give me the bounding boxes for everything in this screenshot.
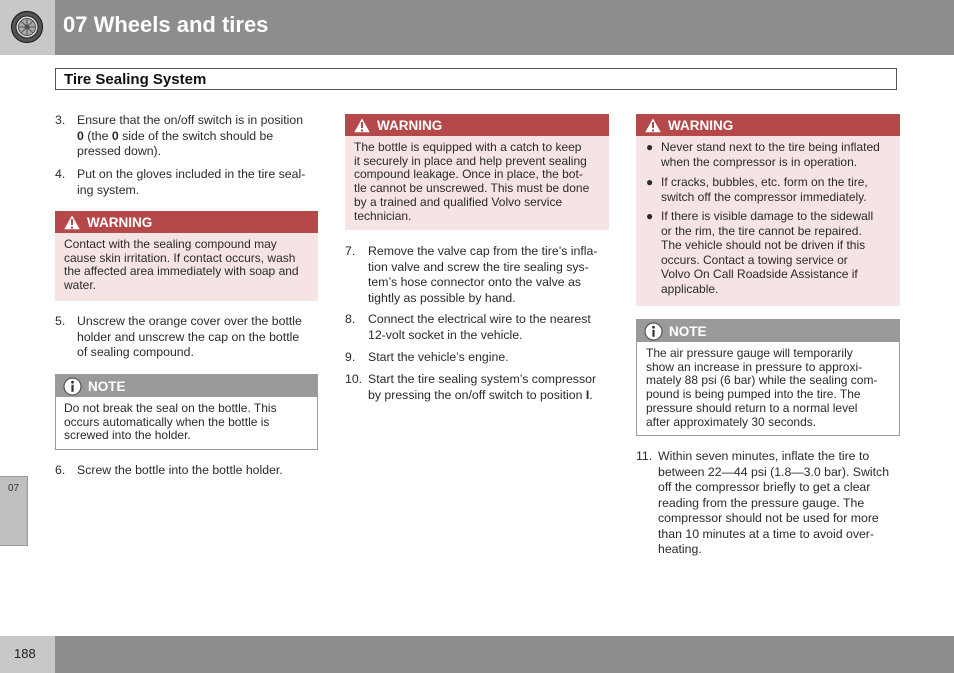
step-number: 10.	[345, 372, 363, 386]
bullet-dot-icon: ●	[646, 175, 654, 189]
step-number: 5.	[55, 314, 66, 328]
info-icon	[644, 322, 663, 341]
step-number: 6.	[55, 463, 66, 477]
warning-box-bottle-catch	[345, 114, 609, 230]
note-box-bottle-seal	[55, 374, 318, 450]
step-4	[55, 167, 320, 199]
warning-box-skin-irritation	[55, 211, 318, 301]
note-label: NOTE	[669, 324, 707, 339]
step-number: 3.	[55, 113, 66, 127]
chapter-side-tab[interactable]	[0, 476, 28, 546]
note-label: NOTE	[88, 379, 126, 394]
tire-icon	[10, 10, 44, 44]
step-text-line: Unscrew the orange cover over the bottle	[77, 314, 302, 328]
step-number: 8.	[345, 312, 356, 326]
note-header	[637, 320, 899, 342]
page-number: 188	[14, 646, 36, 661]
step-text-line: Connect the electrical wire to the nearest	[368, 312, 591, 326]
step-text-line: Start the tire sealing system’s compressor	[368, 372, 597, 386]
step-text-line: 0 (the 0 side of the switch should be	[77, 128, 274, 143]
step-text-line: ing system.	[77, 182, 140, 197]
section-heading-box	[55, 68, 897, 90]
step-text-line: of sealing compound.	[77, 345, 194, 359]
warning-box-compressor	[636, 114, 900, 306]
step-text-line: Put on the gloves included in the tire seal-	[77, 167, 306, 181]
step-number: 9.	[345, 350, 356, 364]
step-text-line: between 22—44 psi (1.8—3.0 bar). Switch	[658, 464, 890, 479]
note-text: Do not break the seal on the bottle. This occurs automatically when the bottle is screwed into the holder.	[64, 401, 277, 443]
section-title: Tire Sealing System	[64, 71, 207, 88]
note-text: The air pressure gauge will temporarily show an increase in pressure to approxi- mately 88 psi (6 bar) while the sealing com- pound is being pumped into the tire. The pressure should return to a normal level after approximately 30 seconds.	[646, 346, 878, 429]
warning-body	[345, 136, 609, 230]
step-text-line: Within seven minutes, inflate the tire to	[658, 449, 870, 463]
warning-label: WARNING	[87, 215, 153, 230]
warning-text: Contact with the sealing compound may cause skin irritation. If contact occurs, wash the affected area immediately with soap and water.	[64, 237, 299, 293]
step-number: 4.	[55, 167, 66, 181]
step-text-line: off the compressor briefly to get a clear	[658, 480, 871, 494]
warning-header	[55, 211, 318, 233]
step-text-line: Screw the bottle into the bottle holder.	[77, 463, 283, 477]
warning-body	[636, 136, 900, 306]
step-6	[55, 463, 320, 479]
step-text-line: reading from the pressure gauge. The	[658, 495, 865, 510]
warning-text: The bottle is equipped with a catch to keep it securely in place and help prevent sealing compound leakage. Once in place, the bot- tle cannot be unscrewed. This must be done by a trained and qualified Volvo service technician.	[354, 140, 590, 223]
page-number-box	[0, 636, 55, 673]
step-text-line: Start the vehicle’s engine.	[368, 350, 509, 364]
bullet-dot-icon: ●	[646, 209, 654, 223]
note-box-pressure-gauge	[636, 319, 900, 436]
warning-bullet: ● Never stand next to the tire being inflated when the compressor is in operation.	[646, 140, 880, 169]
step-text-line: Remove the valve cap from the tire’s infla-	[368, 244, 598, 258]
step-text-line: by pressing the on/off switch to position I.	[368, 387, 593, 402]
step-text-line: 12-volt socket in the vehicle.	[368, 327, 523, 342]
step-text-line: tion valve and screw the tire sealing sys-	[368, 259, 589, 274]
step-3	[55, 113, 320, 161]
warning-triangle-icon	[643, 116, 663, 134]
chapter-icon-box	[0, 0, 55, 55]
bullet-dot-icon: ●	[646, 140, 654, 154]
step-text-line: than 10 minutes at a time to avoid over-	[658, 526, 874, 541]
warning-bullet: ● If there is visible damage to the sidewall or the rim, the tire cannot be repaired. The vehicle should not be driven if this occurs. Contact a towing service or Volvo On Call Roadside Assistance if applicable.	[646, 209, 874, 296]
warning-label: WARNING	[668, 118, 734, 133]
step-text-line: Ensure that the on/off switch is in position	[77, 113, 304, 127]
step-text-line: tem’s hose connector onto the valve as	[368, 275, 582, 289]
step-5	[55, 314, 320, 362]
step-text-line: holder and unscrew the cap on the bottle	[77, 329, 300, 344]
info-icon	[63, 377, 82, 396]
step-8	[345, 312, 611, 344]
step-9	[345, 350, 611, 366]
step-11	[636, 449, 902, 559]
warning-body	[55, 233, 318, 301]
warning-header	[345, 114, 609, 136]
note-header	[56, 375, 317, 397]
step-text-line: tightly as possible by hand.	[368, 290, 516, 305]
warning-bullet: ● If cracks, bubbles, etc. form on the tire, switch off the compressor immediately.	[646, 175, 868, 204]
step-text-line: compressor should not be used for more	[658, 511, 879, 525]
step-number: 7.	[345, 244, 356, 258]
warning-header	[636, 114, 900, 136]
step-10	[345, 372, 611, 404]
side-tab-label: 07	[8, 483, 20, 494]
chapter-title: 07 Wheels and tires	[63, 12, 269, 37]
warning-triangle-icon	[352, 116, 372, 134]
warning-triangle-icon	[62, 213, 82, 231]
step-7	[345, 244, 611, 308]
step-number: 11.	[636, 449, 653, 463]
footer-bar	[55, 636, 954, 673]
step-text-line: pressed down).	[77, 144, 162, 158]
warning-label: WARNING	[377, 118, 443, 133]
step-text-line: heating.	[658, 542, 702, 556]
